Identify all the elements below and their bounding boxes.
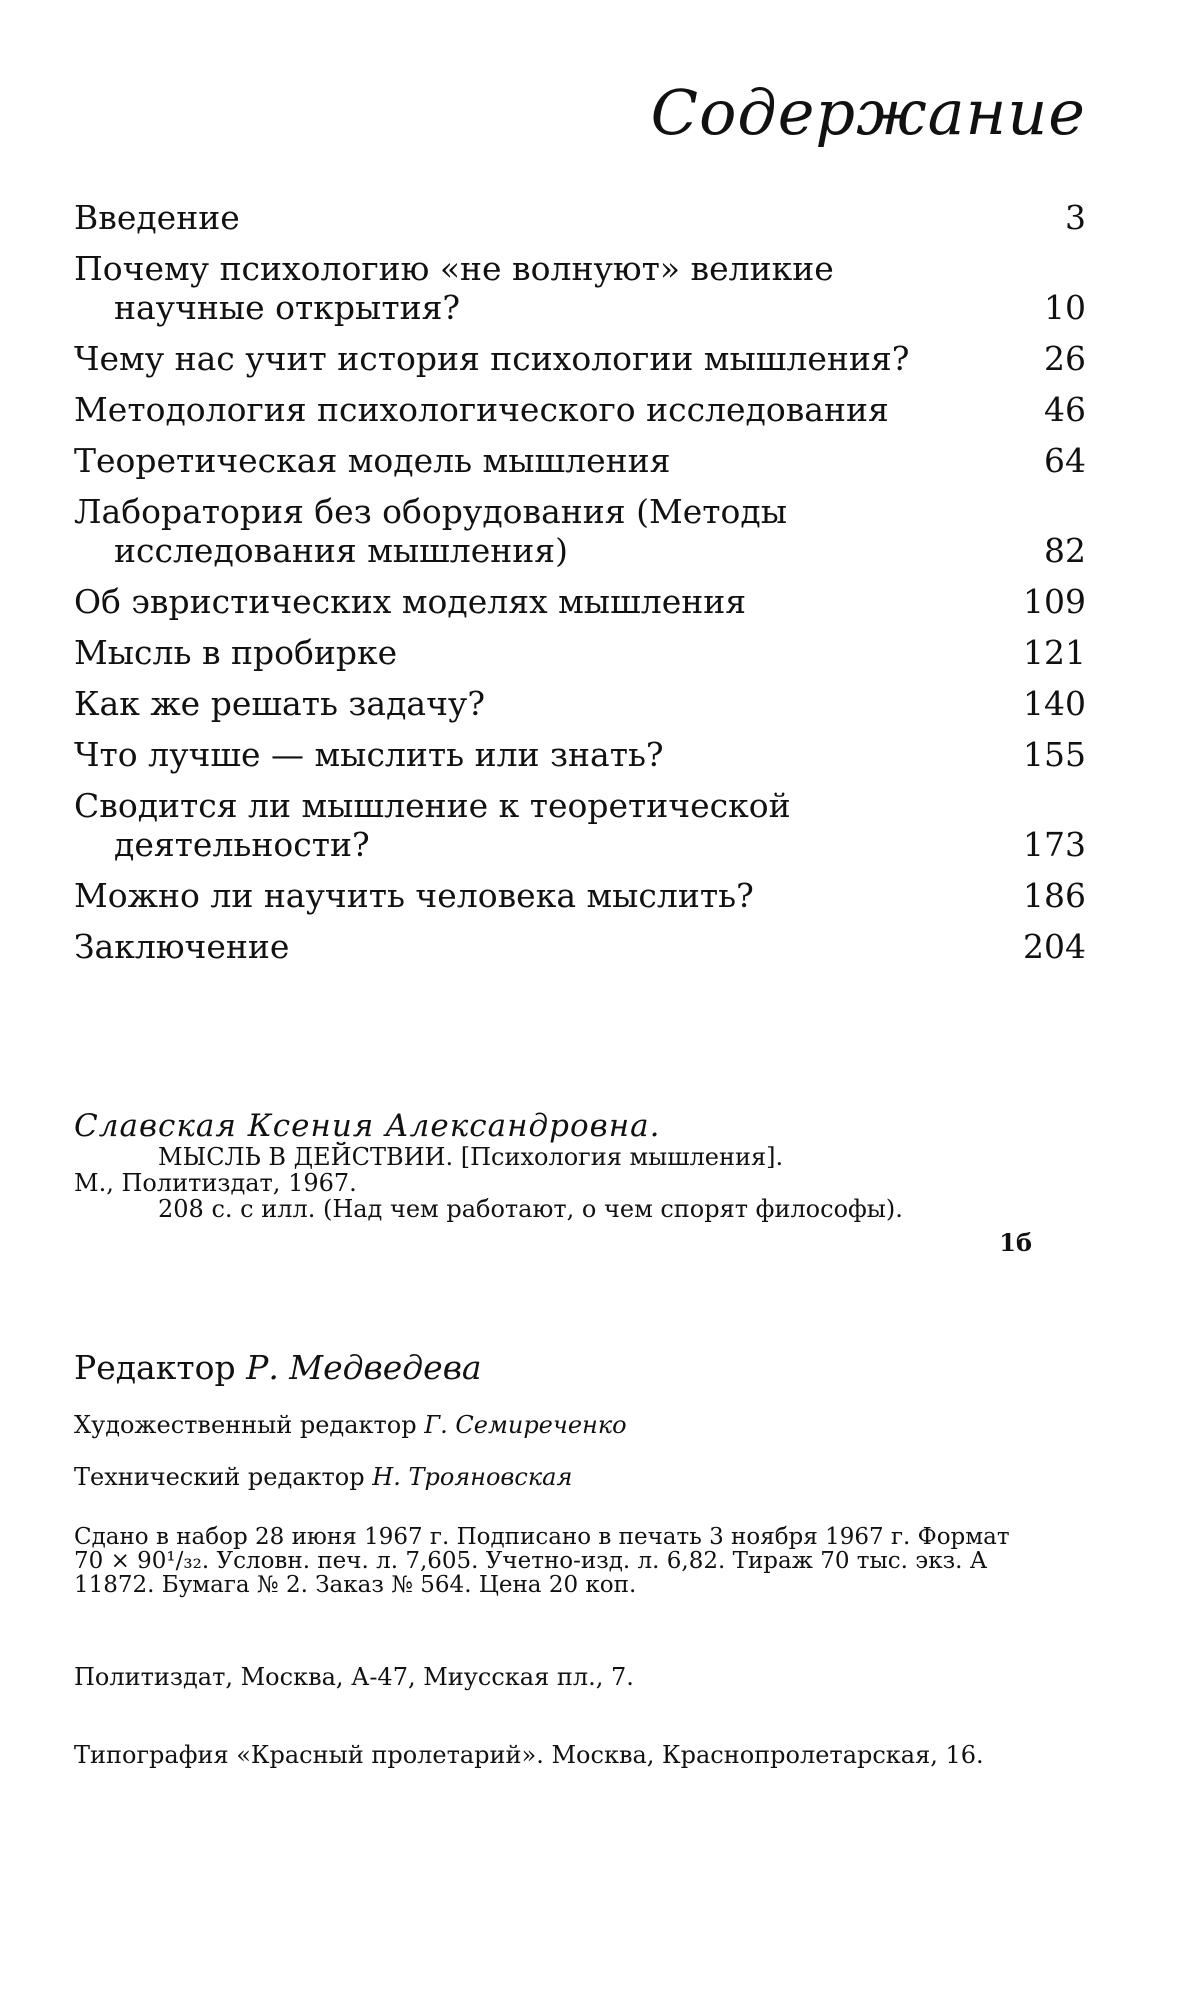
toc-entry-page: 121 bbox=[1023, 633, 1086, 672]
toc-entry-title: Можно ли научить человека мыслить? bbox=[74, 876, 754, 915]
tech-editor-name: Н. Трояновская bbox=[372, 1463, 573, 1491]
tech-editor-label: Технический редактор bbox=[74, 1463, 365, 1491]
toc-entry-title: Методология психологического исследования bbox=[74, 390, 889, 429]
toc-entry-title: Заключение bbox=[74, 927, 290, 966]
editor-label: Редактор bbox=[74, 1348, 236, 1387]
toc-entry-page: 173 bbox=[1023, 825, 1086, 864]
art-editor-name: Г. Семиреченко bbox=[424, 1411, 627, 1439]
tech-editor-credit bbox=[74, 1462, 1054, 1492]
toc-entry-title: Лаборатория без оборудования (Методы исследования мышления) bbox=[74, 492, 787, 570]
editor-name: Р. Медведева bbox=[246, 1348, 482, 1387]
toc-entry bbox=[74, 582, 1086, 621]
toc-entry bbox=[74, 927, 1086, 966]
toc-entry-title: Сводится ли мышление к теоретической деятельности? bbox=[74, 786, 791, 864]
toc-entry bbox=[74, 198, 1086, 237]
toc-entry-page: 26 bbox=[1044, 339, 1086, 378]
classification-code: 1б bbox=[999, 1228, 1032, 1257]
toc-entry-title: Теоретическая модель мышления bbox=[74, 441, 671, 480]
toc-entry-page: 3 bbox=[1065, 198, 1086, 237]
toc-entry-title: Что лучше — мыслить или знать? bbox=[74, 735, 664, 774]
toc-entry-page: 204 bbox=[1023, 927, 1086, 966]
toc-entry bbox=[74, 633, 1086, 672]
art-editor-label: Художественный редактор bbox=[74, 1411, 417, 1439]
toc-entry-title: Об эвристических моделях мышления bbox=[74, 582, 747, 621]
toc-entry-page: 109 bbox=[1023, 582, 1086, 621]
toc-entry bbox=[74, 339, 1086, 378]
toc-entry-title: Как же решать задачу? bbox=[74, 684, 486, 723]
printing-house: Типография «Красный пролетарий». Москва, Краснопролетарская, 16. bbox=[74, 1741, 984, 1769]
toc-entry-title: Почему психологию «не волнуют» великие научные открытия? bbox=[74, 249, 834, 327]
toc-entry bbox=[74, 786, 1086, 864]
toc-entry-page: 155 bbox=[1023, 735, 1086, 774]
art-editor-credit bbox=[74, 1410, 1054, 1440]
publisher-address: Политиздат, Москва, А-47, Миусская пл., 7. bbox=[74, 1663, 634, 1691]
toc-entry bbox=[74, 492, 1086, 570]
toc-entry-page: 10 bbox=[1044, 288, 1086, 327]
toc-entry-page: 140 bbox=[1023, 684, 1086, 723]
toc-entry-title: Введение bbox=[74, 198, 240, 237]
toc-entry bbox=[74, 684, 1086, 723]
toc-entry-page: 46 bbox=[1044, 390, 1086, 429]
book-title: МЫСЛЬ В ДЕЙСТВИИ. [Психология мышления]. bbox=[158, 1143, 784, 1171]
editor-credit bbox=[74, 1348, 1054, 1388]
toc-entry-page: 186 bbox=[1023, 876, 1086, 915]
toc-entry bbox=[74, 441, 1086, 480]
book-description: 208 с. с илл. (Над чем работают, о чем спорят философы). bbox=[158, 1195, 903, 1223]
bibliographic-imprint bbox=[74, 1108, 1032, 1256]
table-of-contents bbox=[74, 198, 1086, 978]
toc-entry-page: 64 bbox=[1044, 441, 1086, 480]
toc-entry-title: Чему нас учит история психологии мышления? bbox=[74, 339, 910, 378]
toc-entry-page: 82 bbox=[1044, 531, 1086, 570]
toc-entry bbox=[74, 390, 1086, 429]
toc-entry bbox=[74, 735, 1086, 774]
credits bbox=[74, 1348, 1054, 1492]
author-name: Славская Ксения Александровна. bbox=[74, 1108, 661, 1144]
toc-entry bbox=[74, 876, 1086, 915]
toc-entry-title: Мысль в пробирке bbox=[74, 633, 398, 672]
publication-info: М., Политиздат, 1967. bbox=[74, 1169, 357, 1197]
print-data: Сдано в набор 28 июня 1967 г. Подписано в печать 3 ноября 1967 г. Формат 70 × 90¹/₃₂. Условн. печ. л. 7,605. Учетно-изд. л. 6,82. Тираж 70 тыс. экз. А 11872. Бумага № 2. Заказ № 564. Цена 20 коп. bbox=[74, 1524, 1010, 1598]
toc-entry bbox=[74, 249, 1086, 327]
page-title: Содержание bbox=[650, 76, 1086, 149]
